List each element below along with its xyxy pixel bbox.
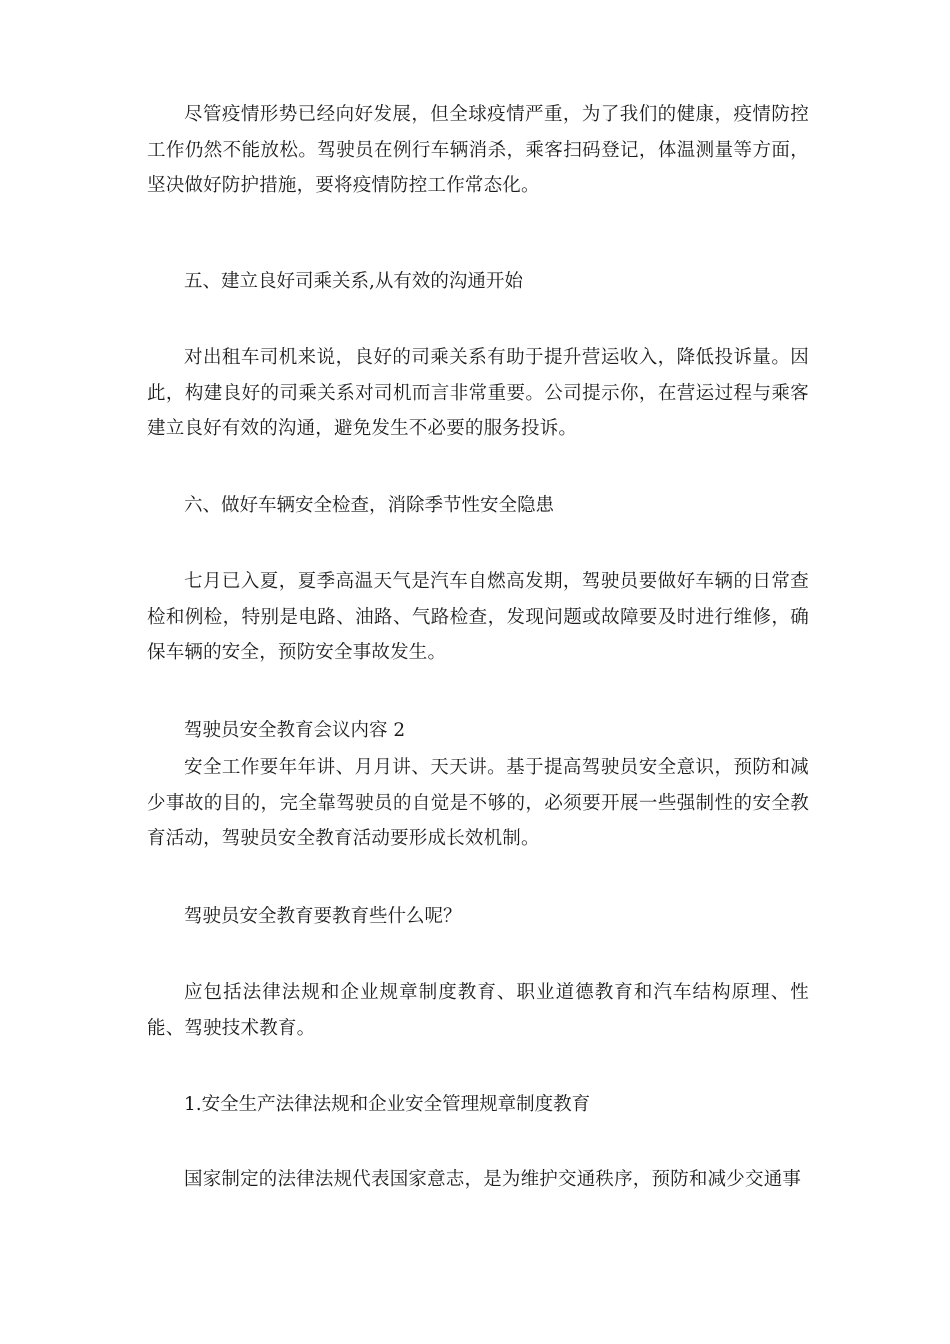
paragraph-safety-education: 安全工作要年年讲、月月讲、天天讲。基于提高驾驶员安全意识，预防和减少事故的目的，完全靠驾驶员的自觉是不够的，必须要开展一些强制性的安全教育活动，驾驶员安全教育活动要形成长效机制。 bbox=[147, 757, 809, 849]
heading-meeting-content-2: 驾驶员安全教育会议内容 2 bbox=[184, 720, 406, 741]
paragraph-summer-vehicle-check: 七月已入夏，夏季高温天气是汽车自燃高发期，驾驶员要做好车辆的日常查检和例检，特别是电路、油路、气路检查，发现问题或故障要及时进行维修，确保车辆的安全，预防安全事故发生。 bbox=[147, 571, 809, 663]
heading-section-six: 六、做好车辆安全检查，消除季节性安全隐患 bbox=[184, 495, 555, 516]
paragraph-education-scope: 应包括法律法规和企业规章制度教育、职业道德教育和汽车结构原理、性能、驾驶技术教育。 bbox=[147, 982, 809, 1039]
paragraph-national-laws: 国家制定的法律法规代表国家意志，是为维护交通秩序，预防和减少交通事 bbox=[184, 1169, 802, 1190]
paragraph-epidemic-control: 尽管疫情形势已经向好发展，但全球疫情严重，为了我们的健康，疫情防控工作仍然不能放松。驾驶员在例行车辆消杀，乘客扫码登记，体温测量等方面，坚决做好防护措施，要将疫情防控工作常态化。 bbox=[147, 104, 809, 196]
heading-section-five: 五、建立良好司乘关系,从有效的沟通开始 bbox=[184, 271, 523, 292]
paragraph-driver-passenger-relations: 对出租车司机来说，良好的司乘关系有助于提升营运收入，降低投诉量。因此，构建良好的司乘关系对司机而言非常重要。公司提示你，在营运过程与乘客建立良好有效的沟通，避免发生不必要的服务投诉。 bbox=[147, 347, 809, 439]
question-education-content: 驾驶员安全教育要教育些什么呢？ bbox=[184, 906, 462, 927]
heading-item-1: 1.安全生产法律法规和企业安全管理规章制度教育 bbox=[184, 1094, 591, 1115]
